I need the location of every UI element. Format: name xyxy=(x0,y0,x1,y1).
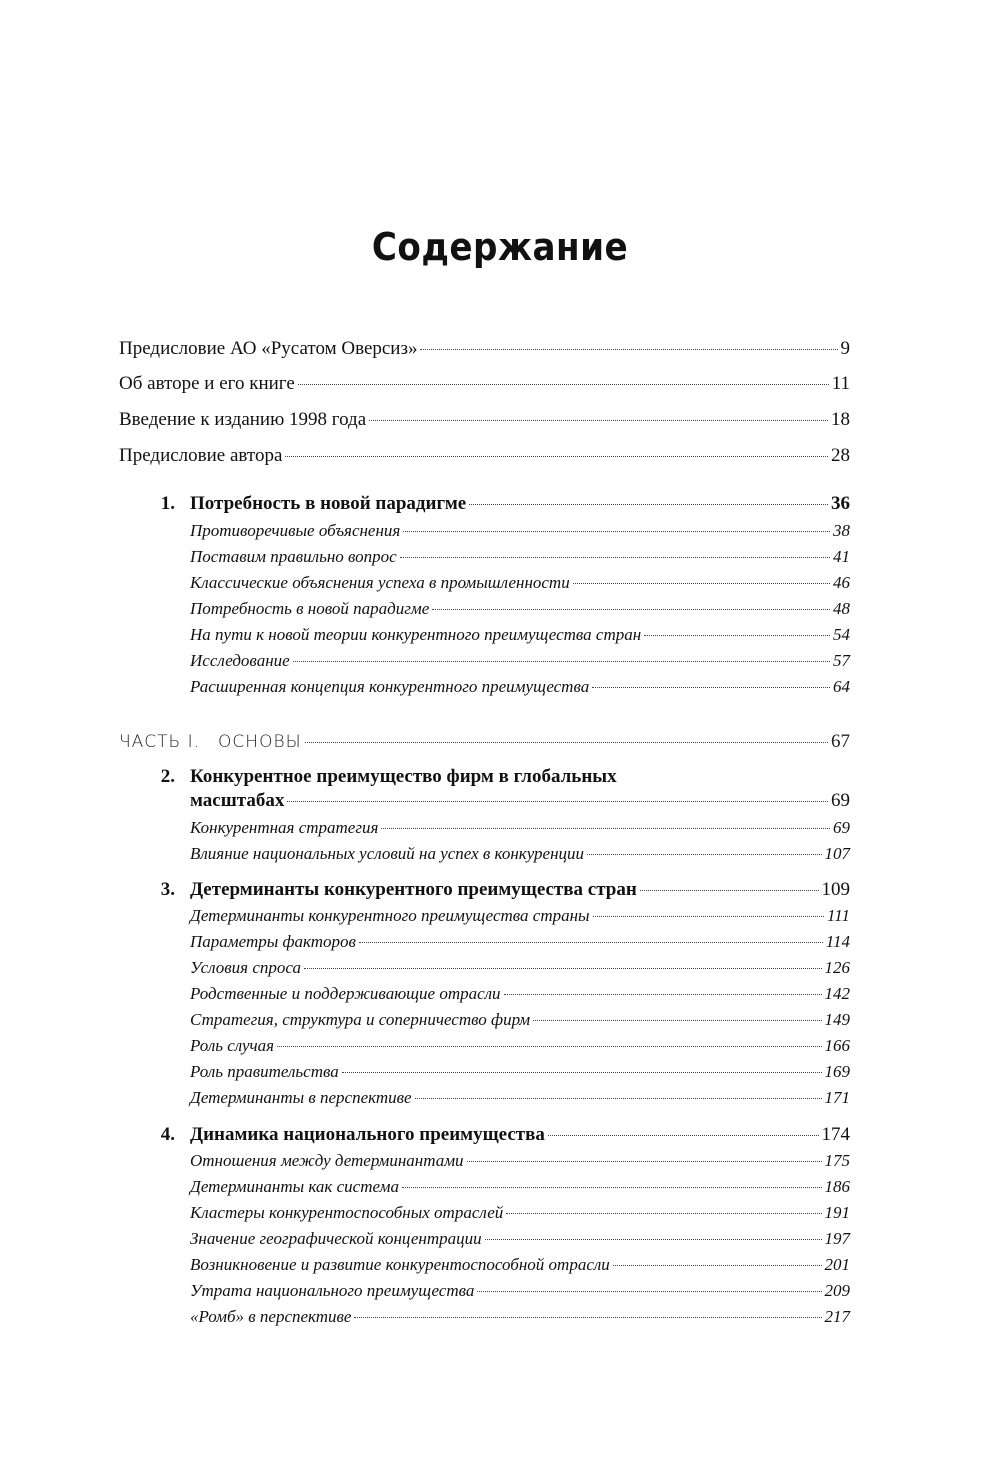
toc-section[interactable] xyxy=(190,599,850,619)
page-number: 107 xyxy=(824,844,850,863)
dot-leader xyxy=(593,916,824,917)
page-number: 149 xyxy=(824,1010,850,1029)
page-number: 38 xyxy=(833,521,850,540)
entry-title: Введение к изданию 1998 года xyxy=(119,409,367,430)
toc-chapter-2[interactable] xyxy=(190,790,850,812)
section-title: «Ромб» в перспективе xyxy=(190,1307,352,1326)
dot-leader xyxy=(285,456,828,457)
section-title: Возникновение и развитие конкурентоспособной отрасли xyxy=(190,1255,610,1274)
toc-entry-preface-rosatom[interactable] xyxy=(119,338,850,360)
page-number: 169 xyxy=(824,1062,850,1081)
toc-section[interactable] xyxy=(190,932,850,952)
chapter-title: Детерминанты конкурентного преимущества стран xyxy=(190,879,637,900)
dot-leader xyxy=(298,384,829,385)
toc-section[interactable] xyxy=(190,1088,850,1108)
chapter-number: 1. xyxy=(160,493,175,514)
dot-leader xyxy=(533,1020,821,1021)
toc-entry-intro-1998[interactable] xyxy=(119,409,850,431)
entry-title: Предисловие автора xyxy=(119,445,283,466)
toc-section[interactable] xyxy=(190,1062,850,1082)
toc-section[interactable] xyxy=(190,521,850,541)
dot-leader xyxy=(277,1046,821,1047)
dot-leader xyxy=(548,1135,819,1136)
toc-section[interactable] xyxy=(190,1229,850,1249)
toc-section[interactable] xyxy=(190,844,850,864)
page-number: 175 xyxy=(824,1151,850,1170)
section-title: Расширенная концепция конкурентного преимущества xyxy=(190,677,590,696)
toc-section[interactable] xyxy=(190,818,850,838)
page-number: 174 xyxy=(821,1124,850,1145)
toc-section[interactable] xyxy=(190,625,850,645)
page-number: 171 xyxy=(824,1088,850,1107)
dot-leader xyxy=(467,1161,822,1162)
section-title: Детерминанты как система xyxy=(190,1177,399,1196)
dot-leader xyxy=(403,531,830,532)
page-number: 41 xyxy=(833,547,850,566)
dot-leader xyxy=(592,687,830,688)
page-number: 186 xyxy=(824,1177,850,1196)
page-number: 54 xyxy=(833,625,850,644)
page-number: 9 xyxy=(840,338,850,359)
page-number: 69 xyxy=(831,790,850,811)
section-title: Исследование xyxy=(190,651,290,670)
dot-leader xyxy=(304,968,822,969)
page-number: 126 xyxy=(824,958,850,977)
section-title: Конкурентная стратегия xyxy=(190,818,379,837)
toc-entry-about-author[interactable] xyxy=(119,373,850,395)
section-title: Параметры факторов xyxy=(190,932,356,951)
dot-leader xyxy=(640,890,819,891)
section-title: Значение географической концентрации xyxy=(190,1229,482,1248)
section-title: Детерминанты конкурентного преимущества страны xyxy=(190,906,590,925)
toc-chapter-1[interactable] xyxy=(190,493,850,515)
page-number: 57 xyxy=(833,651,850,670)
page-number: 69 xyxy=(833,818,850,837)
toc-part-1[interactable] xyxy=(119,731,850,753)
toc-section[interactable] xyxy=(190,651,850,671)
dot-leader xyxy=(644,635,830,636)
dot-leader xyxy=(477,1291,821,1292)
dot-leader xyxy=(420,349,837,350)
toc-section[interactable] xyxy=(190,1010,850,1030)
toc-entry-author-preface[interactable] xyxy=(119,445,850,467)
dot-leader xyxy=(287,801,828,802)
section-title: Родственные и поддерживающие отрасли xyxy=(190,984,501,1003)
page-number: 197 xyxy=(824,1229,850,1248)
dot-leader xyxy=(506,1213,821,1214)
page-number: 142 xyxy=(824,984,850,1003)
section-title: Влияние национальных условий на успех в конкуренции xyxy=(190,844,585,863)
dot-leader xyxy=(400,557,830,558)
page-number: 28 xyxy=(831,445,850,466)
toc-section[interactable] xyxy=(190,1177,850,1197)
page-number: 48 xyxy=(833,599,850,618)
toc-section[interactable] xyxy=(190,906,850,926)
section-title: Условия спроса xyxy=(190,958,301,977)
section-title: Противоречивые объяснения xyxy=(190,521,401,540)
page-number: 64 xyxy=(833,677,850,696)
page-title: Содержание xyxy=(371,225,629,269)
dot-leader xyxy=(305,742,828,743)
entry-title: Предисловие АО «Русатом Оверсиз» xyxy=(119,338,418,359)
dot-leader xyxy=(587,854,821,855)
toc-chapter-4[interactable] xyxy=(190,1124,850,1146)
page-number: 166 xyxy=(824,1036,850,1055)
toc-chapter-3[interactable] xyxy=(190,879,850,901)
chapter-title: Динамика национального преимущества xyxy=(190,1124,545,1145)
page-number: 11 xyxy=(831,373,850,394)
dot-leader xyxy=(469,504,828,505)
toc-section[interactable] xyxy=(190,1151,850,1171)
dot-leader xyxy=(573,583,830,584)
chapter-number: 2. xyxy=(160,766,175,787)
section-title: Роль правительства xyxy=(190,1062,339,1081)
dot-leader xyxy=(432,609,830,610)
part-title: ОСНОВЫ xyxy=(218,732,302,752)
section-title: Потребность в новой парадигме xyxy=(190,599,430,618)
page-number: 67 xyxy=(831,731,850,752)
toc-section[interactable] xyxy=(190,677,850,697)
page-number: 109 xyxy=(821,879,850,900)
dot-leader xyxy=(402,1187,822,1188)
chapter-title: Конкурентное преимущество фирм в глобальных xyxy=(190,766,617,787)
chapter-number: 4. xyxy=(160,1124,175,1145)
dot-leader xyxy=(415,1098,822,1099)
toc-section[interactable] xyxy=(190,1307,850,1327)
page-number: 18 xyxy=(831,409,850,430)
section-title: Роль случая xyxy=(190,1036,275,1055)
chapter-title: Потребность в новой парадигме xyxy=(190,493,467,514)
dot-leader xyxy=(369,420,828,421)
entry-title: Об авторе и его книге xyxy=(119,373,295,394)
toc-section[interactable] xyxy=(190,1036,850,1056)
section-title: Детерминанты в перспективе xyxy=(190,1088,412,1107)
toc-section[interactable] xyxy=(190,1255,850,1275)
section-title: Классические объяснения успеха в промышленности xyxy=(190,573,570,592)
dot-leader xyxy=(381,828,830,829)
section-title: На пути к новой теории конкурентного преимущества стран xyxy=(190,625,642,644)
page-number: 36 xyxy=(831,493,850,514)
section-title: Отношения между детерминантами xyxy=(190,1151,464,1170)
toc-chapter-2-line1[interactable] xyxy=(190,766,850,788)
dot-leader xyxy=(293,661,830,662)
chapter-title-cont: масштабах xyxy=(190,790,285,811)
toc-section[interactable] xyxy=(190,547,850,567)
part-label: ЧАСТЬ I. xyxy=(119,732,201,752)
page-number: 111 xyxy=(827,906,850,925)
toc-section[interactable] xyxy=(190,958,850,978)
toc-section[interactable] xyxy=(190,1203,850,1223)
section-title: Утрата национального преимущества xyxy=(190,1281,475,1300)
page-number: 217 xyxy=(824,1307,850,1326)
dot-leader xyxy=(613,1265,822,1266)
page-number: 46 xyxy=(833,573,850,592)
chapter-number: 3. xyxy=(160,879,175,900)
page-number: 201 xyxy=(824,1255,850,1274)
toc-section[interactable] xyxy=(190,573,850,593)
toc-section[interactable] xyxy=(190,984,850,1004)
page-number: 191 xyxy=(824,1203,850,1222)
toc-section[interactable] xyxy=(190,1281,850,1301)
page-number: 209 xyxy=(824,1281,850,1300)
dot-leader xyxy=(342,1072,822,1073)
section-title: Кластеры конкурентоспособных отраслей xyxy=(190,1203,504,1222)
section-title: Стратегия, структура и соперничество фирм xyxy=(190,1010,531,1029)
dot-leader xyxy=(359,942,823,943)
dot-leader xyxy=(354,1317,821,1318)
page-number: 114 xyxy=(825,932,850,951)
dot-leader xyxy=(504,994,822,995)
section-title: Поставим правильно вопрос xyxy=(190,547,397,566)
dot-leader xyxy=(485,1239,822,1240)
